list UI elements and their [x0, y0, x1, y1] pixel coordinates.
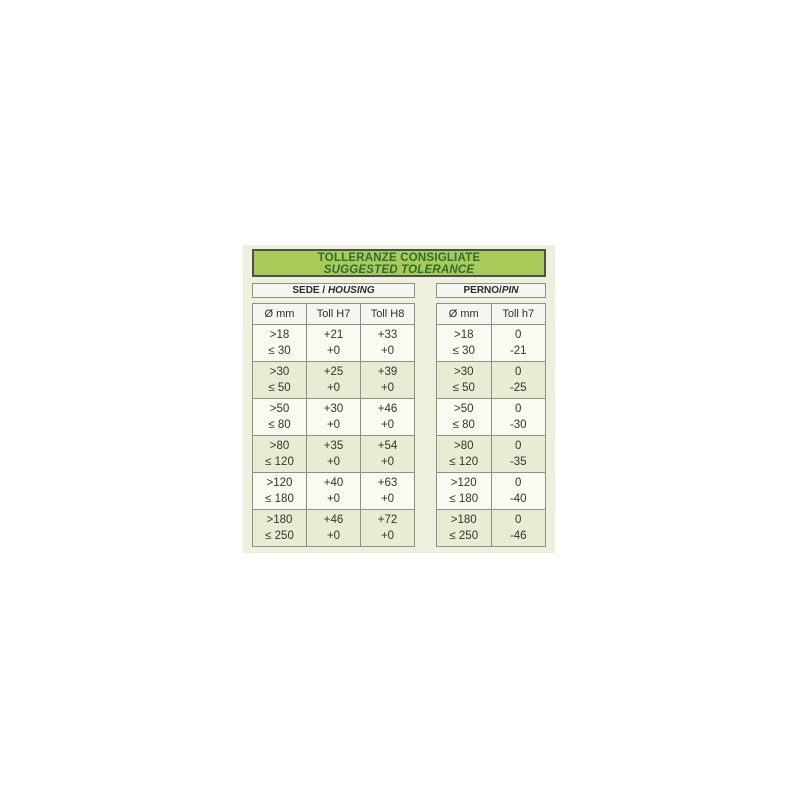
- pin-column-header-1: Toll h7: [491, 304, 546, 325]
- cell-line: +40: [323, 477, 344, 489]
- cell-line: >18: [269, 329, 290, 341]
- pin-cell-r5-c0: [437, 510, 492, 547]
- pin-data-row-4: [437, 473, 546, 510]
- housing-cell-r1-c0: [253, 362, 307, 399]
- pin-data-row-3: [437, 436, 546, 473]
- housing-column-header-0: Ø mm: [253, 304, 307, 325]
- housing-cell-r1-c1: [307, 362, 361, 399]
- housing-cell-r2-c0: [253, 399, 307, 436]
- pin-cell-r0-c0: [437, 325, 492, 362]
- pin-cell-r2-c0: [437, 399, 492, 436]
- cell-line: -35: [509, 456, 527, 468]
- housing-data-row-0: [253, 325, 415, 362]
- cell-line: +0: [380, 493, 395, 505]
- cell-line: ≤ 180: [449, 493, 479, 505]
- cell-line: +46: [377, 403, 398, 415]
- pin-cell-r0-c1: [491, 325, 546, 362]
- cell-line: +35: [323, 440, 344, 452]
- cell-line: >80: [453, 440, 474, 452]
- housing-cell-r0-c2: [361, 325, 415, 362]
- cell-line: +72: [377, 514, 398, 526]
- cell-line: +25: [323, 366, 344, 378]
- cell-line: >50: [453, 403, 474, 415]
- cell-line: 0: [515, 514, 522, 526]
- housing-cell-r4-c0: [253, 473, 307, 510]
- housing-cell-r3-c2: [361, 436, 415, 473]
- cell-line: >30: [453, 366, 474, 378]
- title-english: SUGGESTED TOLERANCE: [323, 264, 475, 276]
- cell-line: ≤ 120: [265, 456, 294, 468]
- housing-cell-r5-c1: [307, 510, 361, 547]
- cell-line: +0: [326, 382, 341, 394]
- cell-line: >80: [269, 440, 290, 452]
- housing-cell-r2-c1: [307, 399, 361, 436]
- cell-line: +0: [380, 530, 395, 542]
- housing-band-label: SEDE /: [292, 285, 328, 296]
- pin-cell-r2-c1: [491, 399, 546, 436]
- cell-line: +0: [326, 345, 341, 357]
- cell-line: >18: [453, 329, 474, 341]
- tolerance-panel: [243, 245, 555, 553]
- pin-band-label-italic: PIN: [501, 285, 519, 296]
- cell-line: +0: [380, 345, 395, 357]
- cell-line: +21: [323, 329, 344, 341]
- cell-line: ≤ 80: [268, 419, 291, 431]
- cell-line: +0: [326, 456, 341, 468]
- housing-cell-r0-c1: [307, 325, 361, 362]
- cell-line: ≤ 250: [449, 530, 479, 542]
- housing-data-row-1: [253, 362, 415, 399]
- pin-cell-r4-c1: [491, 473, 546, 510]
- pin-table-block: [436, 283, 546, 547]
- cell-line: +0: [380, 382, 395, 394]
- cell-line: ≤ 30: [268, 345, 291, 357]
- cell-line: +46: [323, 514, 344, 526]
- cell-line: >180: [266, 514, 293, 526]
- cell-line: +0: [326, 530, 341, 542]
- pin-band-label: PERNO/: [463, 285, 502, 296]
- housing-data-row-5: [253, 510, 415, 547]
- cell-line: >120: [266, 477, 293, 489]
- cell-line: ≤ 30: [452, 345, 475, 357]
- pin-header-row: [437, 304, 546, 325]
- housing-cell-r0-c0: [253, 325, 307, 362]
- cell-line: ≤ 120: [449, 456, 479, 468]
- pin-cell-r3-c0: [437, 436, 492, 473]
- cell-line: >180: [450, 514, 477, 526]
- pin-cell-r1-c1: [491, 362, 546, 399]
- housing-cell-r1-c2: [361, 362, 415, 399]
- housing-cell-r3-c1: [307, 436, 361, 473]
- cell-line: +0: [326, 419, 341, 431]
- cell-line: 0: [515, 477, 522, 489]
- housing-cell-r5-c2: [361, 510, 415, 547]
- housing-cell-r4-c2: [361, 473, 415, 510]
- cell-line: -21: [509, 345, 527, 357]
- housing-cell-r5-c0: [253, 510, 307, 547]
- pin-cell-r4-c0: [437, 473, 492, 510]
- housing-cell-r2-c2: [361, 399, 415, 436]
- pin-cell-r1-c0: [437, 362, 492, 399]
- cell-line: ≤ 80: [452, 419, 475, 431]
- tables-row: [252, 283, 546, 547]
- cell-line: -30: [509, 419, 527, 431]
- housing-band-label-italic: HOUSING: [327, 285, 375, 296]
- housing-data-row-4: [253, 473, 415, 510]
- cell-line: ≤ 250: [265, 530, 294, 542]
- cell-line: +63: [377, 477, 398, 489]
- title-italian: TOLLERANZE CONSIGLIATE: [317, 252, 481, 264]
- housing-table: [252, 303, 415, 547]
- cell-line: -40: [509, 493, 527, 505]
- housing-cell-r4-c1: [307, 473, 361, 510]
- cell-line: +54: [377, 440, 398, 452]
- pin-data-row-1: [437, 362, 546, 399]
- housing-data-row-3: [253, 436, 415, 473]
- pin-band: [436, 283, 546, 298]
- housing-cell-r3-c0: [253, 436, 307, 473]
- pin-column-header-0: Ø mm: [437, 304, 492, 325]
- cell-line: 0: [515, 403, 522, 415]
- pin-table: [436, 303, 546, 547]
- housing-table-block: [252, 283, 415, 547]
- cell-line: +0: [326, 493, 341, 505]
- cell-line: +0: [380, 456, 395, 468]
- cell-line: +39: [377, 366, 398, 378]
- cell-line: +0: [380, 419, 395, 431]
- housing-column-header-1: Toll H7: [307, 304, 361, 325]
- pin-cell-r5-c1: [491, 510, 546, 547]
- cell-line: -46: [509, 530, 527, 542]
- panel-title: [252, 249, 546, 277]
- cell-line: >50: [269, 403, 290, 415]
- cell-line: +33: [377, 329, 398, 341]
- pin-data-row-0: [437, 325, 546, 362]
- cell-line: ≤ 50: [268, 382, 291, 394]
- pin-data-row-2: [437, 399, 546, 436]
- pin-cell-r3-c1: [491, 436, 546, 473]
- cell-line: >30: [269, 366, 290, 378]
- housing-header-row: [253, 304, 415, 325]
- cell-line: ≤ 180: [265, 493, 294, 505]
- housing-band: [252, 283, 415, 298]
- cell-line: 0: [515, 440, 522, 452]
- cell-line: +30: [323, 403, 344, 415]
- cell-line: 0: [515, 329, 522, 341]
- pin-data-row-5: [437, 510, 546, 547]
- housing-data-row-2: [253, 399, 415, 436]
- cell-line: 0: [515, 366, 522, 378]
- cell-line: ≤ 50: [452, 382, 475, 394]
- cell-line: >120: [450, 477, 477, 489]
- housing-column-header-2: Toll H8: [361, 304, 415, 325]
- cell-line: -25: [509, 382, 527, 394]
